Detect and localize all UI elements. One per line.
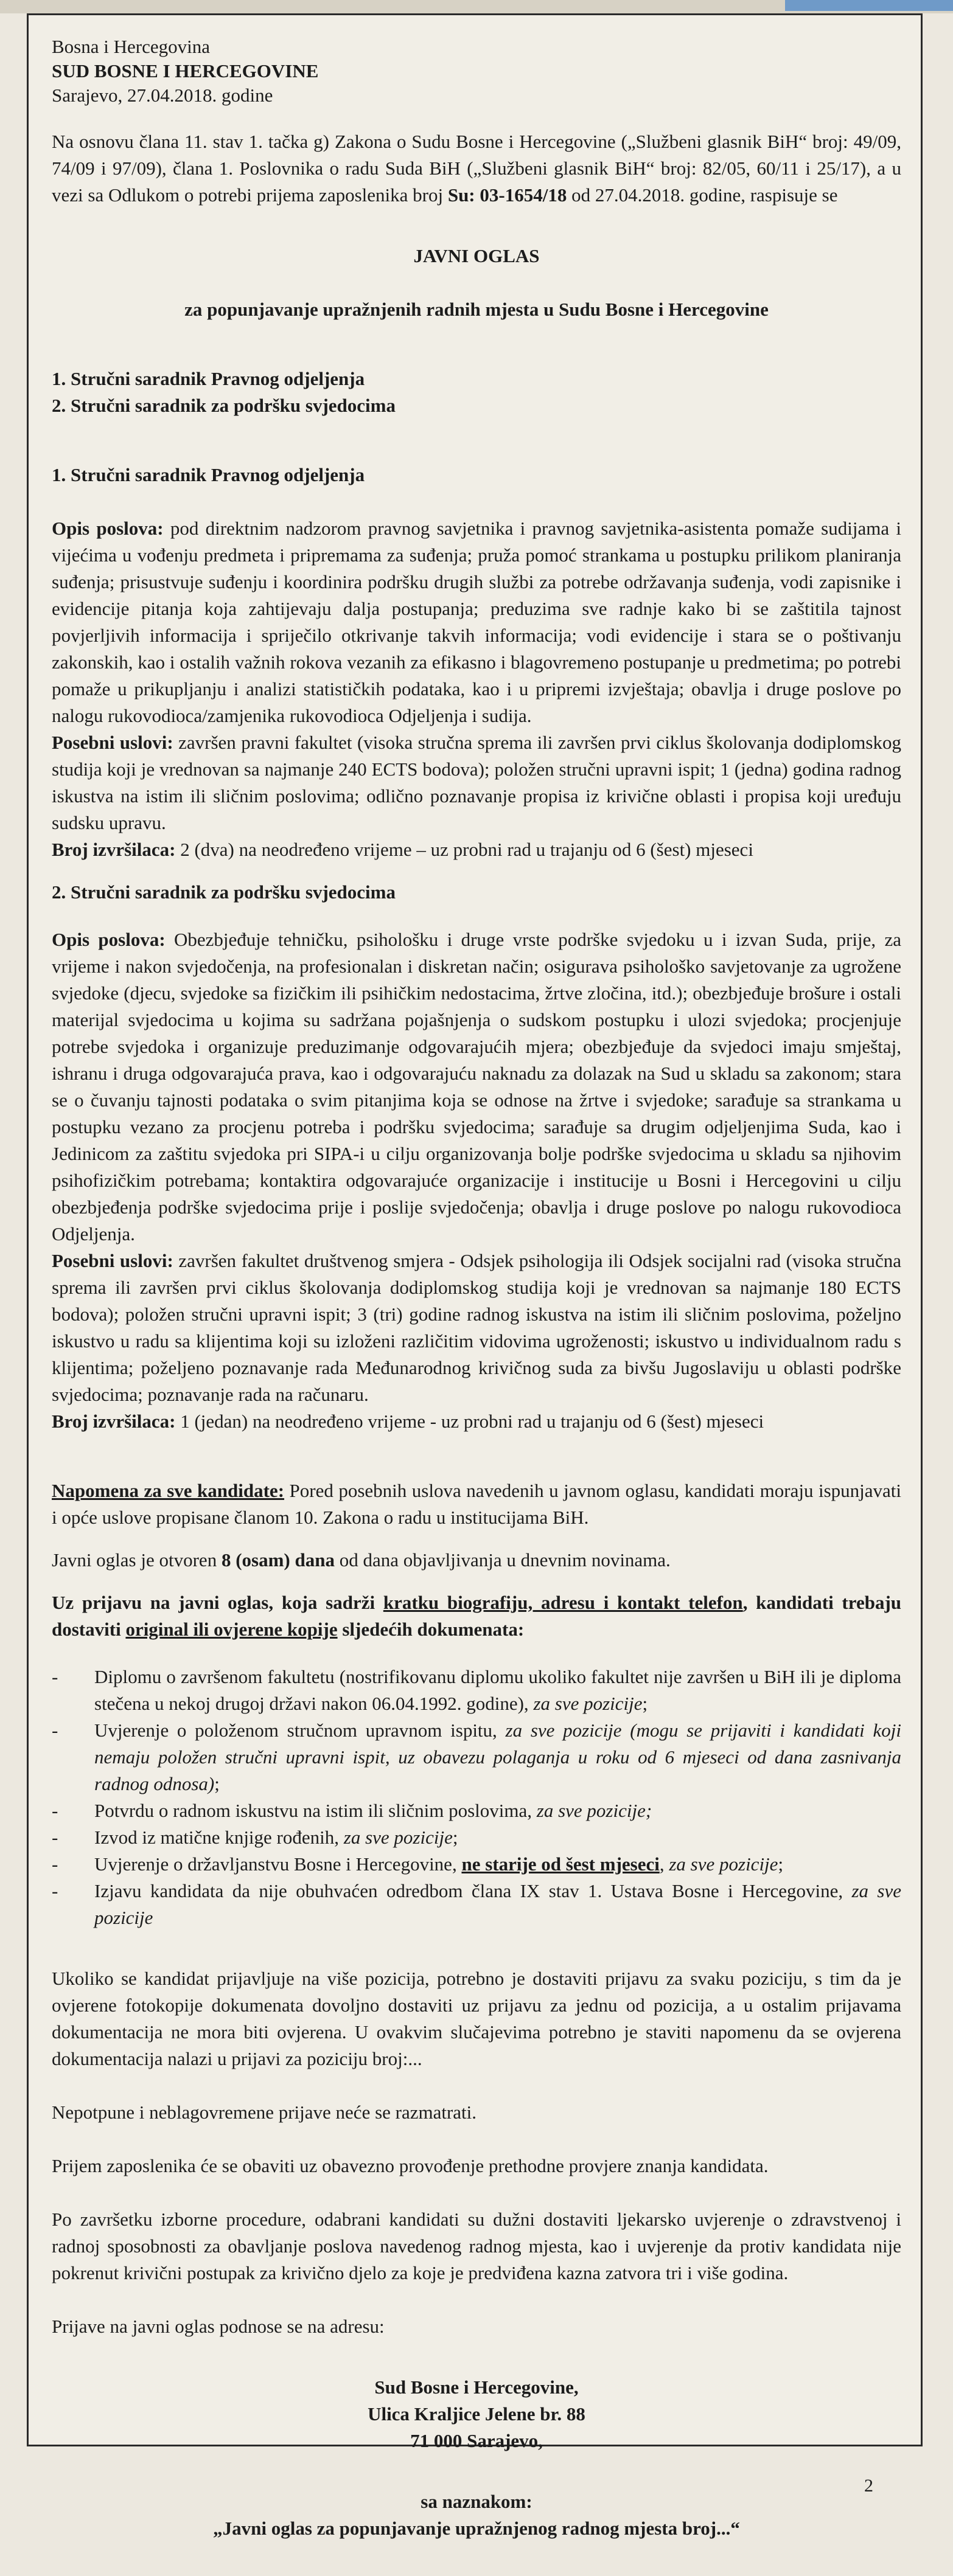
application-requirements: Uz prijavu na javni oglas, koja sadrži kratku biografiju, adresu i kontakt telefon, kandidati trebaju dostaviti original ili ovjerene kopije sljedećih dokumenata: bbox=[52, 1592, 902, 1640]
submission-address-intro: Prijave na javni oglas podnose se na adresu: bbox=[52, 2316, 385, 2337]
institution-header bbox=[52, 35, 901, 108]
header-date: Sarajevo, 27.04.2018. godine bbox=[52, 85, 273, 106]
position1-count: Broj izvršilaca: 2 (dva) na neodređeno vrijeme – uz probni rad u trajanju od 6 (šest) mjeseci bbox=[52, 839, 753, 860]
position1-requirements: Posebni uslovi: završen pravni fakultet (visoka stručna sprema ili završen prvi ciklus školovanja dodiplomskog studija koji je vrednovan sa najmanje 240 ECTS bodova); položen stručni upravni ispit; 1 (jedna) godina radnog iskustva na istim ili sličnim poslovima; odlično poznavanje propisa iz krivične oblasti i propisa koji uređuju sudsku upravu. bbox=[52, 732, 901, 833]
page-top-edge bbox=[0, 0, 953, 13]
required-documents-list bbox=[52, 1664, 901, 1931]
document-item: - Izvod iz matične knjige rođenih, za sve pozicije; bbox=[52, 1824, 901, 1851]
document-item: - Diplomu o završenom fakultetu (nostrifikovanu diplomu ukoliko fakultet nije završen u BiH ili je diploma stečena u nekoj drugoj državi nakon 06.04.1992. godine), za sve pozicije; bbox=[52, 1664, 901, 1717]
open-period: Javni oglas je otvoren 8 (osam) dana od dana objavljivanja u dnevnim novinama. bbox=[52, 1549, 671, 1571]
document-item: - Uvjerenje o državljanstvu Bosne i Hercegovine, ne starije od šest mjeseci, za sve pozicije; bbox=[52, 1851, 901, 1878]
incomplete-applications-note: Nepotpune i neblagovremene prijave neće se razmatrati. bbox=[52, 2102, 477, 2123]
header-court: SUD BOSNE I HERCEGOVINE bbox=[52, 60, 319, 82]
position2-duties: Opis poslova: Obezbjeđuje tehničku, psihološku i druge vrste podrške svjedoku u i izvan Suda, prije, za vrijeme i nakon svjedočenja, na profesionalan i diskretan način; osigurava psihološko savjetovanje za ugrožene svjedoke (djecu, svjedoke sa fizičkim ili psihičkim nedostacima, žrtve zločina, itd.); obezbjeđuje brošure i ostali materijal svjedocima u kojima su sadržana pojašnjenja o sudskom postupku i ulozi svjedoka; procjenjuje potrebe svjedoka i organizuje preduzimanje odgovarajućih mjera; obezbjeđuje da svjedoci imaju smještaj, ishranu i druga odgovarajuća prava, kao i odgovarajuću naknadu za dolazak na Sud u skladu sa zakonom; stara se o čuvanju tajnosti podataka o svim pitanjima koja se odnose na žrtve i svjedoke; sarađuje sa strankama u postupku vezano za procjenu potreba i podršku svjedocima; sarađuje sa drugim odjeljenjima Suda, kao i Jedinicom za zaštitu svjedoka pri SIPA-i u cilju organizovanja bolje podrške svjedocima u skladu sa njihovim psihofizičkim potrebama; kontaktira odgovarajuće organizacije i institucije u Bosni i Hercegovini u cilju obezbjeđenja podrške svjedocima prije i poslije svjedočenja; obavlja i druge poslove po nalogu rukovodioca Odjeljenja. bbox=[52, 929, 901, 1245]
announcement-content bbox=[52, 35, 901, 2542]
decision-reference: Su: 03-1654/18 bbox=[447, 184, 567, 206]
page-number: 2 bbox=[864, 2476, 873, 2496]
address-line: Ulica Kraljice Jelene br. 88 bbox=[368, 2403, 585, 2425]
announcement-frame bbox=[27, 13, 923, 2539]
positions-list-item: 2. Stručni saradnik za podršku svjedocima bbox=[52, 395, 396, 416]
document-item: - Uvjerenje o položenom stručnom upravnom ispitu, za sve pozicije (mogu se prijaviti i kandidati koji nemaju položen stručni upravni ispit, uz obavezu polaganja u roku od 6 mjeseci od dana zasnivanja radnog odnosa); bbox=[52, 1717, 901, 1797]
notice-title: JAVNI OGLAS bbox=[413, 245, 540, 266]
address-line: 71 000 Sarajevo, bbox=[410, 2430, 543, 2451]
document-item: - Izjavu kandidata da nije obuhvaćen odredbom člana IX stav 1. Ustava Bosne i Hercegovine, za sve pozicije bbox=[52, 1878, 901, 1931]
position1-duties: Opis poslova: pod direktnim nadzorom pravnog savjetnika i pravnog savjetnika-asistenta pomaže sudijama i vijećima u vođenju predmeta i pripremama za suđenja; pruža pomoć strankama u postupku prilikom planiranja suđenja; prisustvuje suđenju i koordinira podršku drugih službi za potrebe održavanja suđenja, vodi zapisnike i evidencije pitanja koja zahtijevaju dalja postupanja; preduzima sve radnje kako bi se zaštitila tajnost povjerljivih informacija i spriječilo otkrivanje takvih informacija; vodi evidencije i stara se o poštivanju zakonskih, kao i ostalih važnih rokova vezanih za efikasno i blagovremeno postupanje u predmetima; po potrebi pomaže u prikupljanju i analizi statističkih podataka, kao i u pripremi izvještaja; obavlja i druge poslove po nalogu rukovodioca/zamjenika rukovodioca Odjeljenja i sudija. bbox=[52, 518, 901, 726]
position1-heading: 1. Stručni saradnik Pravnog odjeljenja bbox=[52, 464, 365, 485]
notice-subtitle: za popunjavanje upražnjenih radnih mjesta u Sudu Bosne i Hercegovine bbox=[184, 299, 769, 320]
marking-label: sa naznakom: bbox=[421, 2491, 532, 2512]
submission-address bbox=[52, 2374, 901, 2454]
intro-paragraph: Na osnovu člana 11. stav 1. tačka g) Zakona o Sudu Bosne i Hercegovine („Službeni glasnik BiH“ broj: 49/09, 74/09 i 97/09), člana 1. Poslovnika o radu Suda BiH („Službeni glasnik BiH“ broj: 82/05, 60/11 i 25/17), a u vezi sa Odlukom o potrebi prijema zaposlenika broj Su: 03-1654/18 od 27.04.2018. godine, raspisuje se bbox=[52, 131, 901, 206]
position2-heading: 2. Stručni saradnik za podršku svjedocima bbox=[52, 881, 396, 903]
knowledge-check-note: Prijem zaposlenika će se obaviti uz obavezno provođenje prethodne provjere znanja kandidata. bbox=[52, 2155, 769, 2176]
header-country: Bosna i Hercegovina bbox=[52, 36, 210, 57]
marking-text: „Javni oglas za popunjavanje upražnjenog radnog mjesta broj...“ bbox=[213, 2518, 740, 2539]
position2-count: Broj izvršilaca: 1 (jedan) na neodređeno vrijeme - uz probni rad u trajanju od 6 (šest) mjeseci bbox=[52, 1411, 764, 1432]
position2-requirements: Posebni uslovi: završen fakultet društvenog smjera - Odsjek psihologija ili Odsjek socijalni rad (visoka stručna sprema ili završen prvi ciklus školovanja dodiplomskog studija koji je vrednovan sa najmanje 180 ECTS bodova); položen stručni upravni ispit; 3 (tri) godine radnog iskustva na istim ili sličnim poslovima, poželjno iskustvo u radu sa klijentima koji su izloženi različitim vidovima ugroženosti; iskustvo u individualnom radu s klijentima; poželjeno poznavanje rada Međunarodnog krivičnog suda za bivšu Jugoslaviju u oblasti podrške svjedocima; poznavanje rada na računaru. bbox=[52, 1250, 901, 1405]
document-item: - Potvrdu o radnom iskustvu na istim ili sličnim poslovima, za sve pozicije; bbox=[52, 1797, 901, 1824]
colored-strip bbox=[785, 0, 953, 11]
candidates-note: Napomena za sve kandidate: Pored posebnih uslova navedenih u javnom oglasu, kandidati moraju ispunjavati i opće uslove propisane članom 10. Zakona o radu u institucijama BiH. bbox=[52, 1480, 901, 1528]
medical-certificate-paragraph: Po završetku izborne procedure, odabrani kandidati su dužni dostaviti ljekarsko uvjerenje o zdravstvenoj i radnoj sposobnosti za obavljanje poslova navedenog radnog mjesta, kao i uvjerenje da protiv kandidata nije pokrenut krivični postupak za krivično djelo za koje je predviđena kazna zatvora tri i više godina. bbox=[52, 2209, 901, 2283]
positions-list-item: 1. Stručni saradnik Pravnog odjeljenja bbox=[52, 368, 365, 389]
address-line: Sud Bosne i Hercegovine, bbox=[374, 2376, 579, 2398]
multiple-positions-paragraph: Ukoliko se kandidat prijavljuje na više pozicija, potrebno je dostaviti prijavu za svaku poziciju, s tim da je ovjerene fotokopije dokumenata dovoljno dostaviti uz prijavu za jednu od pozicija, a u ostalim prijavama dokumentacija ne mora biti ovjerena. U ovakvim slučajevima potrebno je staviti napomenu da se ovjerena dokumentacija nalazi u prijavi za poziciju broj:... bbox=[52, 1968, 901, 2069]
